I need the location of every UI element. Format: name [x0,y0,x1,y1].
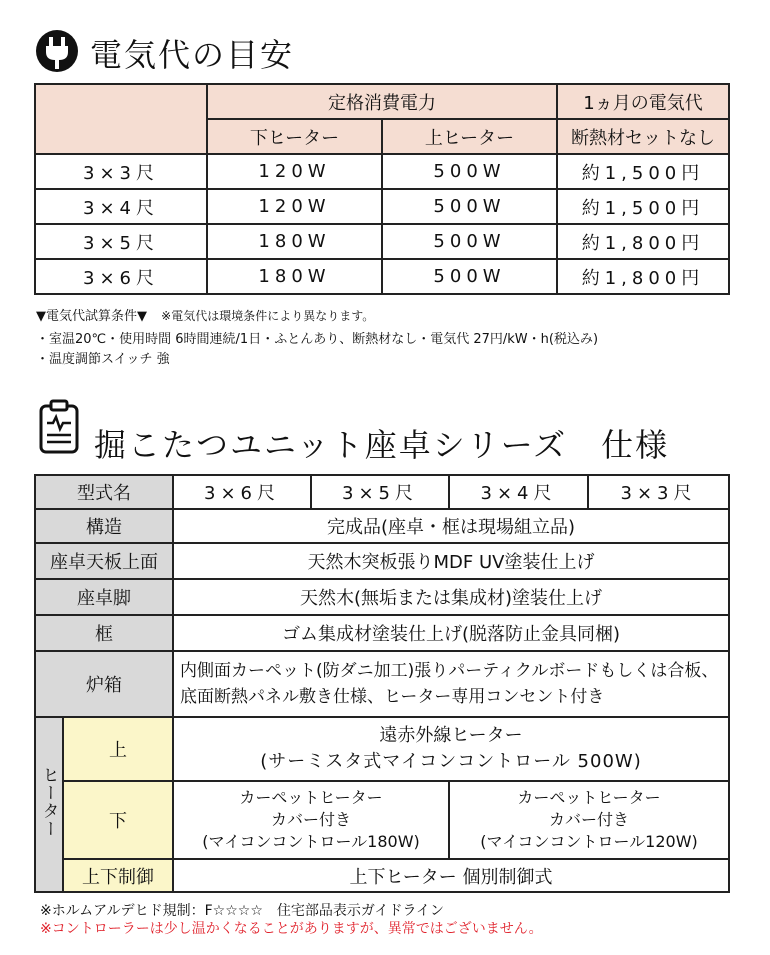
calc-conditions-note [36,305,374,324]
heater-lower-value-a [173,781,449,859]
spec-value: ゴム集成材塗装仕上げ(脱落防止金具同梱) [173,615,729,651]
lower-heater-header: 下ヒーター [207,119,382,154]
lower-watt-cell: 120W [207,154,382,189]
spec-value: 天然木突板張りMDF UV塗装仕上げ [173,543,729,579]
heater-lower-label: 下 [63,781,173,859]
monthly-cost-header: 1ヵ月の電気代 [557,84,729,119]
upper-heater-header: 上ヒーター [382,119,557,154]
lower-b-line3: (マイコンコントロール120W) [480,832,698,851]
table-row [35,259,729,294]
spec-label: 框 [35,615,173,651]
lower-a-line2: カバー付き [270,810,351,829]
size-cell: 3×4尺 [35,189,207,224]
spec-label: 座卓天板上面 [35,543,173,579]
controller-warning: ※コントローラーは少し温かくなることがありますが、異常ではございません。 [40,921,543,937]
model-3x6: 3×6尺 [173,475,311,509]
heater-upper-value [173,717,729,781]
upper-watt-cell: 500W [382,259,557,294]
spec-table [34,474,730,893]
spec-label: 座卓脚 [35,579,173,615]
spec-row-frame [35,615,729,651]
model-3x5: 3×5尺 [311,475,449,509]
model-3x3: 3×3尺 [588,475,729,509]
heater-group-label [35,717,63,892]
plug-icon [34,28,80,74]
formaldehyde-note: ※ホルムアルデヒド規制：F☆☆☆☆ 住宅部品表示ガイドライン [40,903,445,919]
lower-watt-cell: 120W [207,189,382,224]
upper-watt-cell: 500W [382,224,557,259]
table-row [35,189,729,224]
spec-title: 掘こたつユニット座卓シリーズ 仕様 [94,426,670,464]
size-cell: 3×3尺 [35,154,207,189]
heater-control-row [35,859,729,892]
calc-conditions-heading: ▼電気代試算条件▼ [36,309,147,324]
lower-b-line2: カバー付き [548,810,629,829]
spec-row-structure [35,509,729,543]
lower-watt-cell: 180W [207,224,382,259]
spec-value: 天然木(無垢または集成材)塗装仕上げ [173,579,729,615]
calc-conditions-line1: ・室温20℃・使用時間 6時間連続/1日・ふとんあり、断熱材なし・電気代 27円/kW・h(税込み) [36,332,599,347]
heater-control-value: 上下ヒーター 個別制御式 [173,859,729,892]
model-3x4: 3×4尺 [449,475,588,509]
lower-a-line3: (マイコンコントロール180W) [202,832,420,851]
lower-b-line1: カーペットヒーター [517,788,661,807]
heater-group-text: ヒーター [38,766,59,838]
cost-cell: 約1,500円 [557,154,729,189]
table-row [35,154,729,189]
cost-cell: 約1,800円 [557,259,729,294]
spec-row-pit [35,651,729,717]
spec-value-line1: 内側面カーペット(防ダニ加工)張りパーティクルボードもしくは合板、 [180,661,719,681]
electricity-cost-table [34,83,730,295]
spec-label: 構造 [35,509,173,543]
size-cell: 3×5尺 [35,224,207,259]
cost-cell: 約1,800円 [557,224,729,259]
spec-value [173,651,729,717]
heater-lower-row [35,781,729,859]
heater-upper-line2: (サーミスタ式マイコンコントロール 500W) [260,751,642,772]
rated-power-header: 定格消費電力 [207,84,557,119]
electricity-cost-title: 電気代の目安 [90,36,295,74]
cost-cell: 約1,500円 [557,189,729,224]
heater-upper-row [35,717,729,781]
corner-cell [35,84,207,154]
heater-upper-label: 上 [63,717,173,781]
spec-row-tabletop [35,543,729,579]
calc-conditions-line2: ・温度調節スイッチ 強 [36,352,170,367]
table-row [35,224,729,259]
upper-watt-cell: 500W [382,154,557,189]
lower-a-line1: カーペットヒーター [239,788,383,807]
clipboard-icon [36,398,86,456]
spec-value: 完成品(座卓・框は現場組立品) [173,509,729,543]
spec-value-line2: 底面断熱パネル敷き仕様、ヒーター専用コンセント付き [180,687,605,707]
heater-upper-line1: 遠赤外線ヒーター [379,725,523,746]
size-cell: 3×6尺 [35,259,207,294]
model-label: 型式名 [35,475,173,509]
calc-conditions-aside: ※電気代は環境条件により異なります。 [161,309,375,323]
spec-label: 炉箱 [35,651,173,717]
heater-control-label: 上下制御 [63,859,173,892]
condition-header: 断熱材セットなし [557,119,729,154]
spec-row-legs [35,579,729,615]
upper-watt-cell: 500W [382,189,557,224]
heater-lower-value-b [449,781,729,859]
lower-watt-cell: 180W [207,259,382,294]
